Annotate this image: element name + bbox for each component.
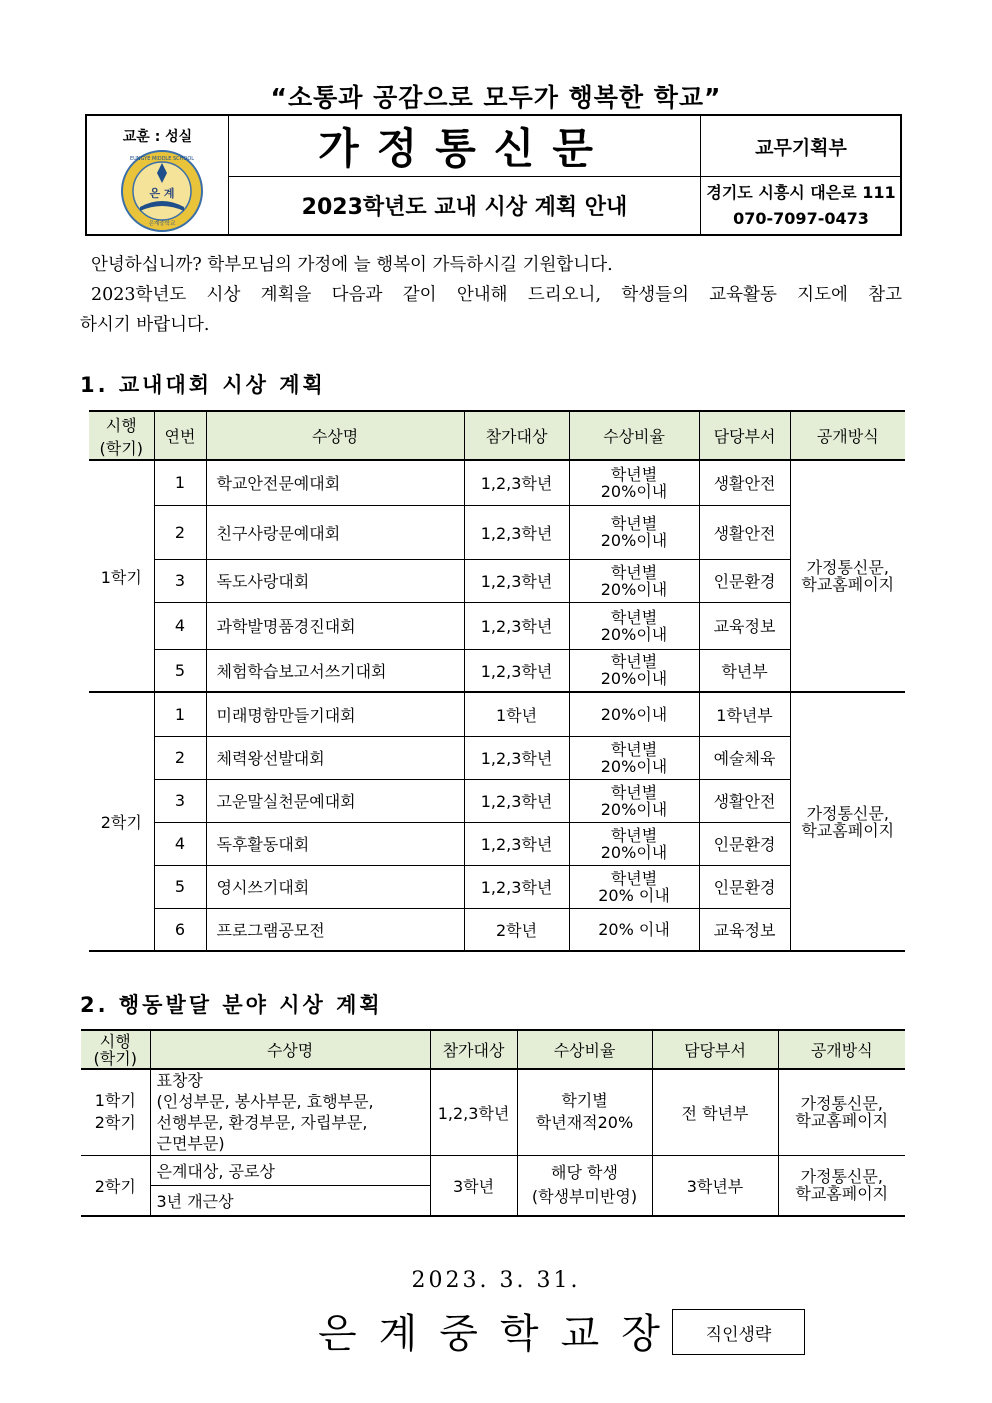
school-motto-banner: “소통과 공감으로 모두가 행복한 학교”: [270, 83, 722, 112]
row-no: 2: [154, 736, 206, 779]
rate: 학년별 20%이내: [569, 649, 699, 692]
table-row: [89, 559, 905, 602]
rate: 해당 학생 (학생부미반영): [517, 1155, 652, 1216]
contact-info: [700, 177, 901, 234]
award-name: 표창장 (인성부문, 봉사부문, 효행부문, 선행부문, 환경부문, 자립부문, 근면부문): [150, 1069, 430, 1155]
target: 1,2,3학년: [464, 559, 569, 602]
target: 3학년: [430, 1155, 517, 1216]
dept: 전 학년부: [652, 1069, 778, 1155]
table-row: [89, 779, 905, 822]
motto-label: 교훈 : 성실: [122, 129, 193, 145]
logo-bottom-text: 은계중학교: [148, 221, 176, 227]
intro-line-3: 하시기 바랍니다.: [80, 315, 210, 335]
row-no: 5: [154, 649, 206, 692]
rate: 20% 이내: [569, 908, 699, 951]
target: 2학년: [464, 908, 569, 951]
rate: 학년별 20%이내: [569, 736, 699, 779]
target: 1,2,3학년: [430, 1069, 517, 1155]
table-row: [89, 602, 905, 649]
method-cell: 가정통신문, 학교홈페이지: [778, 1155, 905, 1216]
phone: 070-7097-0473: [733, 208, 869, 228]
dept: 교육정보: [699, 908, 790, 951]
dept: 생활안전: [699, 505, 790, 559]
method-cell: 가정통신문, 학교홈페이지: [790, 692, 905, 951]
col-method: 공개방식: [790, 411, 905, 460]
department-label: 교무기획부: [700, 116, 901, 177]
logo-ring-text: EUNGYE MIDDLE SCHOOL: [129, 156, 195, 162]
col-award: 수상명: [150, 1030, 430, 1069]
table-row: [81, 1155, 905, 1185]
col-no: 연번: [154, 411, 206, 460]
award-name: 친구사랑문예대회: [206, 505, 464, 559]
table-header-row: [89, 411, 905, 460]
table-header-row: [81, 1030, 905, 1069]
award-name: 은계대상, 공로상: [150, 1155, 430, 1185]
table-row: [89, 865, 905, 908]
method-cell: 가정통신문, 학교홈페이지: [778, 1069, 905, 1155]
principal-signature: 은계중학교장: [318, 1311, 682, 1357]
rate: 학년별 20%이내: [569, 559, 699, 602]
col-term: 시행 (학기): [89, 411, 154, 460]
award-name: 프로그램공모전: [206, 908, 464, 951]
award-name: 고운말실천문예대회: [206, 779, 464, 822]
award-name: 독후활동대회: [206, 822, 464, 865]
intro-line-2: 2023학년도 시상 계획을 다음과 같이 안내해 드리오니, 학생들의 교육활동 지도에 참고: [91, 285, 902, 305]
rate: 학기별 학년재적20%: [517, 1069, 652, 1155]
target: 1,2,3학년: [464, 736, 569, 779]
dept: 생활안전: [699, 779, 790, 822]
target: 1,2,3학년: [464, 460, 569, 505]
dept: 1학년부: [699, 692, 790, 736]
term-cell: 1학기: [89, 460, 154, 692]
behavior-award-table: [81, 1029, 905, 1217]
award-name: 3년 개근상: [150, 1185, 430, 1216]
table-row: [81, 1069, 905, 1155]
section2-title: 2. 행동발달 분야 시상 계획: [80, 993, 383, 1017]
school-emblem-cell: [87, 116, 229, 234]
term-cell: 1학기 2학기: [81, 1069, 150, 1155]
rate: 학년별 20%이내: [569, 602, 699, 649]
award-name: 체력왕선발대회: [206, 736, 464, 779]
dept: 인문환경: [699, 822, 790, 865]
col-rate: 수상비율: [517, 1030, 652, 1069]
row-no: 1: [154, 460, 206, 505]
table-row: [89, 649, 905, 692]
section1-title: 1. 교내대회 시상 계획: [80, 373, 326, 397]
newsletter-subtitle: 2023학년도 교내 시상 계획 안내: [301, 195, 628, 220]
target: 1학년: [464, 692, 569, 736]
contest-award-table: [89, 410, 905, 952]
dept: 학년부: [699, 649, 790, 692]
col-award: 수상명: [206, 411, 464, 460]
award-name: 과학발명품경진대회: [206, 602, 464, 649]
row-no: 3: [154, 559, 206, 602]
table-row: [89, 908, 905, 951]
seal-omitted-box: 직인생략: [672, 1309, 805, 1355]
col-rate: 수상비율: [569, 411, 699, 460]
logo-text: 은 계: [149, 187, 175, 200]
method-cell: 가정통신문, 학교홈페이지: [790, 460, 905, 692]
award-name: 독도사랑대회: [206, 559, 464, 602]
award-name: 영시쓰기대회: [206, 865, 464, 908]
table-row: [89, 736, 905, 779]
table-row: [89, 822, 905, 865]
target: 1,2,3학년: [464, 822, 569, 865]
rate: 학년별 20% 이내: [569, 865, 699, 908]
table-row: [89, 460, 905, 505]
award-name: 미래명함만들기대회: [206, 692, 464, 736]
rate: 학년별 20%이내: [569, 505, 699, 559]
col-target: 참가대상: [430, 1030, 517, 1069]
dept: 교육정보: [699, 602, 790, 649]
term-cell: 2학기: [89, 692, 154, 951]
address: 경기도 시흥시 대은로 111: [706, 182, 896, 202]
term-cell: 2학기: [81, 1155, 150, 1216]
col-dept: 담당부서: [652, 1030, 778, 1069]
row-no: 4: [154, 822, 206, 865]
col-method: 공개방식: [778, 1030, 905, 1069]
award-name: 학교안전문예대회: [206, 460, 464, 505]
row-no: 1: [154, 692, 206, 736]
rate: 학년별 20%이내: [569, 460, 699, 505]
target: 1,2,3학년: [464, 505, 569, 559]
award-name: 체험학습보고서쓰기대회: [206, 649, 464, 692]
intro-line-1: 안녕하십니까? 학부모님의 가정에 늘 행복이 가득하시길 기원합니다.: [91, 255, 613, 275]
col-dept: 담당부서: [699, 411, 790, 460]
dept: 3학년부: [652, 1155, 778, 1216]
dept: 인문환경: [699, 559, 790, 602]
target: 1,2,3학년: [464, 865, 569, 908]
table-row: [89, 692, 905, 736]
school-logo: [120, 149, 204, 233]
newsletter-title: 가정통신문: [229, 116, 700, 177]
rate: 학년별 20%이내: [569, 779, 699, 822]
target: 1,2,3학년: [464, 779, 569, 822]
issue-date: 2023. 3. 31.: [411, 1268, 581, 1293]
target: 1,2,3학년: [464, 649, 569, 692]
row-no: 5: [154, 865, 206, 908]
col-target: 참가대상: [464, 411, 569, 460]
dept: 생활안전: [699, 460, 790, 505]
rate: 학년별 20%이내: [569, 822, 699, 865]
dept: 인문환경: [699, 865, 790, 908]
newsletter-header: [85, 114, 902, 236]
row-no: 6: [154, 908, 206, 951]
row-no: 4: [154, 602, 206, 649]
row-no: 3: [154, 779, 206, 822]
col-term: 시행 (학기): [81, 1030, 150, 1069]
row-no: 2: [154, 505, 206, 559]
rate: 20%이내: [569, 692, 699, 736]
table-row: [89, 505, 905, 559]
target: 1,2,3학년: [464, 602, 569, 649]
dept: 예술체육: [699, 736, 790, 779]
